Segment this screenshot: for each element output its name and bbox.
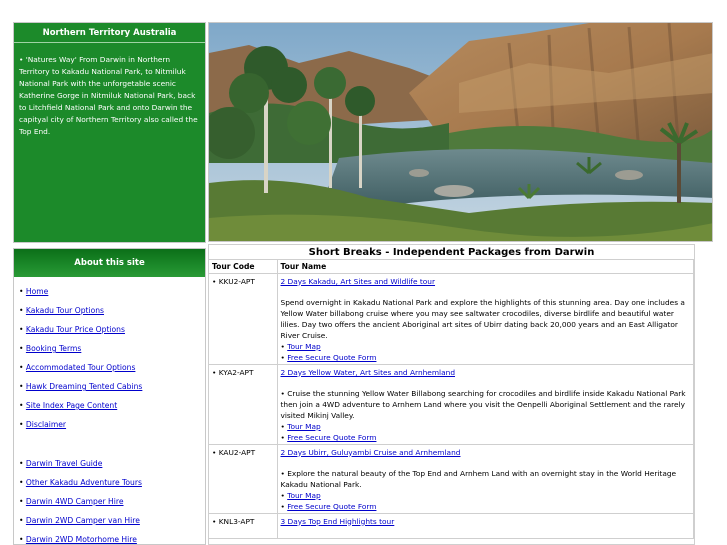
menu-link-hawk-dreaming[interactable]: Hawk Dreaming Tented Cabins bbox=[25, 382, 143, 391]
table-row bbox=[209, 444, 694, 513]
tour-code: • KKU2-APT bbox=[209, 273, 277, 364]
menu-link-darwin-guide[interactable]: Darwin Travel Guide bbox=[25, 459, 103, 468]
tour-description: • Cruise the stunning Yellow Water Billabong searching for crocodiles and birdlife inside Kakadu National Park then join a 4WD adventure to Arnhem Land where you visit the Oenpelli Aboriginal Settlement and the rarely visited Mikinj Valley. bbox=[280, 388, 686, 420]
menu-link-2wd-campervan[interactable]: Darwin 2WD Camper van Hire bbox=[25, 516, 140, 525]
menu-link-other-tours[interactable]: Other Kakadu Adventure Tours bbox=[25, 478, 142, 487]
tour-name-link[interactable]: 2 Days Kakadu, Art Sites and Wildlife tour bbox=[280, 276, 436, 286]
tour-cell bbox=[277, 273, 694, 364]
tour-name-link[interactable]: 2 Days Yellow Water, Art Sites and Arnhemland bbox=[280, 367, 456, 377]
menu-item-darwin-guide: • Darwin Travel Guide bbox=[19, 459, 103, 468]
col-header-code: Tour Code bbox=[209, 260, 277, 273]
quote-form-item: • Free Secure Quote Form bbox=[280, 501, 377, 511]
tours-panel bbox=[208, 244, 695, 545]
table-row bbox=[209, 364, 694, 444]
left-column bbox=[13, 22, 206, 545]
tour-description: • Explore the natural beauty of the Top End and Arnhem Land with an overnight stay in the World Heritage Kakadu National Park. bbox=[280, 468, 677, 489]
about-menu bbox=[14, 277, 205, 545]
menu-link-price-options[interactable]: Kakadu Tour Price Options bbox=[25, 325, 125, 334]
tours-title: Short Breaks - Independent Packages from Darwin bbox=[209, 245, 694, 260]
menu-link-tour-options[interactable]: Kakadu Tour Options bbox=[25, 306, 105, 315]
tour-code: • KNL3-APT bbox=[209, 513, 277, 538]
col-header-name: Tour Name bbox=[277, 260, 694, 273]
menu-link-4wd-camper[interactable]: Darwin 4WD Camper Hire bbox=[25, 497, 124, 506]
nt-box-title: Northern Territory Australia bbox=[14, 23, 205, 43]
tour-map-item: • Tour Map bbox=[280, 490, 321, 500]
menu-item-site-index: • Site Index Page Content bbox=[19, 401, 118, 410]
tour-description: Spend overnight in Kakadu National Park and explore the highlights of this stunning area. Day one includes a Yellow Water billabong cruise where you may see saltwater crocodiles, diverse birdlife and beautiful water lilies. Day two offers the ancient Aboriginal art sites of Ubirr dating back 20,000 years and an East Alligator River Cruise. bbox=[280, 297, 685, 340]
quote-form-link[interactable]: Free Secure Quote Form bbox=[287, 352, 377, 362]
menu-item-2wd-motorhome: • Darwin 2WD Motorhome Hire bbox=[19, 535, 137, 544]
tour-code: • KAU2-APT bbox=[209, 444, 277, 513]
menu-item-booking-terms: • Booking Terms bbox=[19, 344, 82, 353]
tour-map-link[interactable]: Tour Map bbox=[287, 341, 321, 351]
nt-box-text: • 'Natures Way' From Darwin in Northern Territory to Kakadu National Park, to Nitmiluk National Park with the unforgetable scenic Katherine Gorge in Nitmiluk National Park, back to Litchfield National Park and onto Darwin the capityal city of Northern Territory also called the Top End. bbox=[19, 55, 198, 136]
menu-link-accommodated[interactable]: Accommodated Tour Options bbox=[25, 363, 136, 372]
tours-table bbox=[209, 260, 694, 539]
quote-form-item: • Free Secure Quote Form bbox=[280, 432, 377, 442]
about-box bbox=[13, 248, 206, 545]
menu-item-disclaimer: • Disclaimer bbox=[19, 420, 67, 429]
menu-item-4wd-camper: • Darwin 4WD Camper Hire bbox=[19, 497, 124, 506]
menu-item-2wd-campervan: • Darwin 2WD Camper van Hire bbox=[19, 516, 140, 525]
nt-info-box bbox=[13, 22, 206, 243]
tour-cell bbox=[277, 513, 694, 538]
menu-item-hawk-dreaming: • Hawk Dreaming Tented Cabins bbox=[19, 382, 143, 391]
about-title: About this site bbox=[14, 249, 205, 277]
gorge-river-illustration bbox=[209, 23, 713, 242]
table-row bbox=[209, 273, 694, 364]
tour-cell bbox=[277, 444, 694, 513]
menu-gap bbox=[19, 434, 205, 454]
table-row bbox=[209, 513, 694, 538]
tour-code: • KYA2-APT bbox=[209, 364, 277, 444]
menu-item-accommodated: • Accommodated Tour Options bbox=[19, 363, 136, 372]
tour-name-link[interactable]: 2 Days Ubirr, Guluyambi Cruise and Arnhemland bbox=[280, 447, 461, 457]
menu-item-home: • Home bbox=[19, 287, 49, 296]
menu-item-tour-options: • Kakadu Tour Options bbox=[19, 306, 105, 315]
tour-map-item: • Tour Map bbox=[280, 341, 321, 351]
quote-form-link[interactable]: Free Secure Quote Form bbox=[287, 501, 377, 511]
menu-link-disclaimer[interactable]: Disclaimer bbox=[25, 420, 67, 429]
tour-map-item: • Tour Map bbox=[280, 421, 321, 431]
menu-item-price-options: • Kakadu Tour Price Options bbox=[19, 325, 125, 334]
hero-landscape-image bbox=[208, 22, 713, 242]
tour-map-link[interactable]: Tour Map bbox=[287, 490, 321, 500]
menu-link-home[interactable]: Home bbox=[25, 287, 49, 296]
tour-map-link[interactable]: Tour Map bbox=[287, 421, 321, 431]
menu-link-booking-terms[interactable]: Booking Terms bbox=[25, 344, 82, 353]
menu-link-site-index[interactable]: Site Index Page Content bbox=[25, 401, 118, 410]
quote-form-item: • Free Secure Quote Form bbox=[280, 352, 377, 362]
tour-cell bbox=[277, 364, 694, 444]
menu-item-other-tours: • Other Kakadu Adventure Tours bbox=[19, 478, 142, 487]
table-header-row bbox=[209, 260, 694, 273]
menu-link-2wd-motorhome[interactable]: Darwin 2WD Motorhome Hire bbox=[25, 535, 137, 544]
quote-form-link[interactable]: Free Secure Quote Form bbox=[287, 432, 377, 442]
tour-name-link[interactable]: 3 Days Top End Highlights tour bbox=[280, 516, 395, 526]
